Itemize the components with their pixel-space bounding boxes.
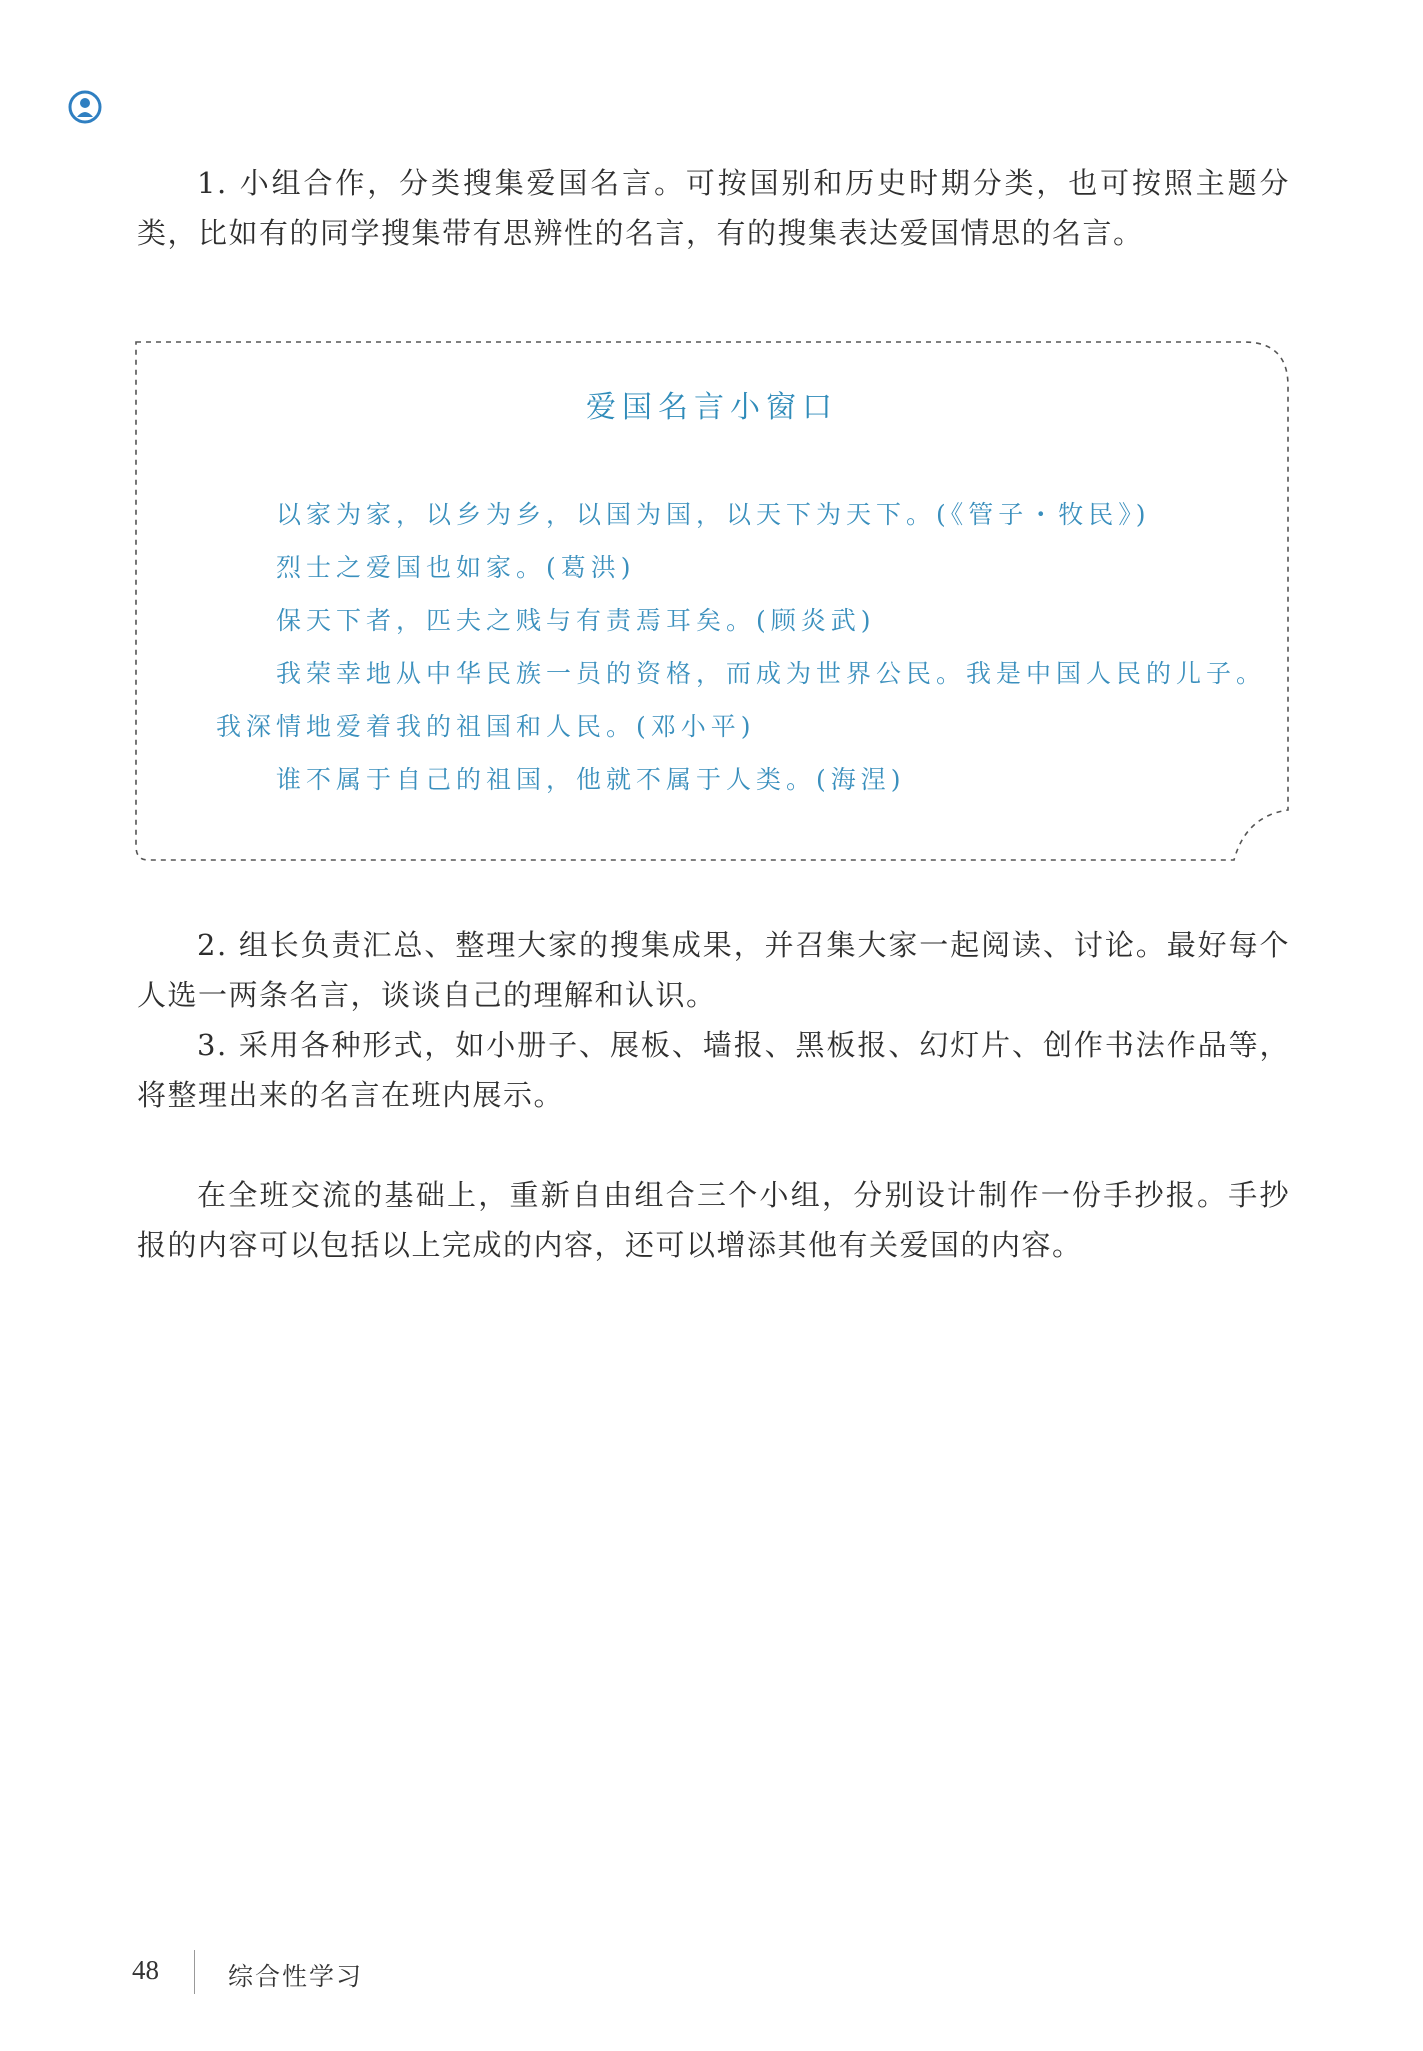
step-1-text: 1. 小组合作，分类搜集爱国名言。可按国别和历史时期分类，也可按照主题分类，比如有的同学搜集带有思辨性的名言，有的搜集表达爱国情思的名言。 bbox=[137, 166, 1290, 250]
page-number: 48 bbox=[132, 1955, 159, 1985]
closing-paragraph bbox=[137, 1170, 1290, 1270]
quote-item: 烈士之爱国也如家。(葛洪) bbox=[276, 553, 636, 582]
step-2-text: 2. 组长负责汇总、整理大家的搜集成果，并召集大家一起阅读、讨论。最好每个人选一两条名言，谈谈自己的理解和认识。 bbox=[137, 928, 1290, 1012]
quote-window-box bbox=[134, 340, 1290, 864]
quote-item: 保天下者，匹夫之贱与有责焉耳矣。(顾炎武) bbox=[276, 606, 876, 635]
quote-item: 以家为家，以乡为乡，以国为国，以天下为天下。(《管子・牧民》) bbox=[276, 500, 1151, 529]
steps-2-3-paragraph bbox=[137, 920, 1290, 1120]
quote-list bbox=[216, 488, 1266, 806]
footer-divider bbox=[194, 1950, 195, 1994]
quote-item: 谁不属于自己的祖国，他就不属于人类。(海涅) bbox=[276, 765, 906, 794]
section-title: 综合性学习 bbox=[228, 1962, 364, 1991]
person-circle-icon bbox=[68, 90, 102, 124]
closing-text: 在全班交流的基础上，重新自由组合三个小组，分别设计制作一份手抄报。手抄报的内容可以包括以上完成的内容，还可以增添其他有关爱国的内容。 bbox=[137, 1178, 1290, 1262]
step-1-paragraph bbox=[137, 158, 1290, 258]
step-3-text: 3. 采用各种形式，如小册子、展板、墙报、黑板报、幻灯片、创作书法作品等，将整理出来的名言在班内展示。 bbox=[137, 1028, 1290, 1112]
quote-item: 我荣幸地从中华民族一员的资格，而成为世界公民。我是中国人民的儿子。我深情地爱着我的祖国和人民。(邓小平) bbox=[216, 659, 1267, 741]
quote-window-title: 爱国名言小窗口 bbox=[586, 390, 838, 425]
